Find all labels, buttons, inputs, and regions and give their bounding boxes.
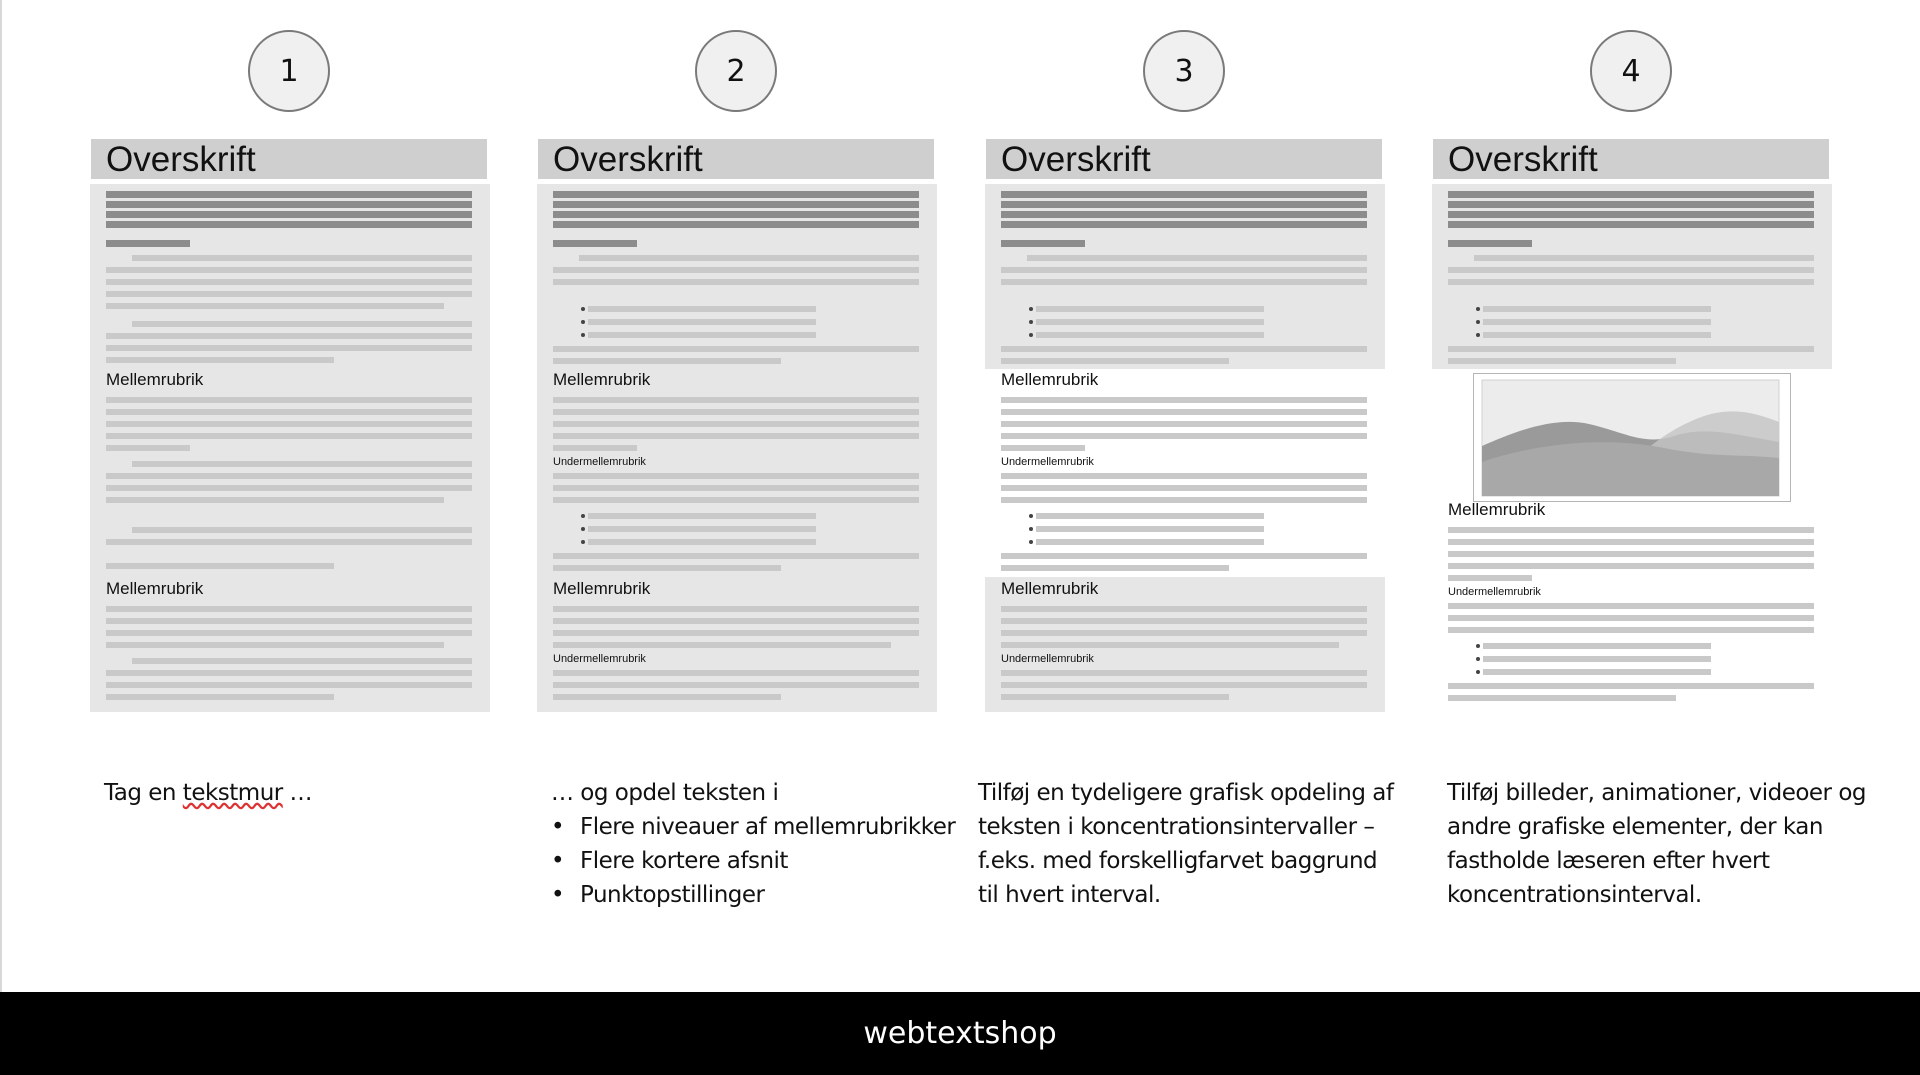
caption-3-line: til hvert interval. xyxy=(978,882,1161,908)
sub-subheading-1: Undermellemrubrik xyxy=(1448,586,1541,598)
caption-1-word: tekstmur xyxy=(182,780,283,806)
caption-2-bullet: • Flere niveauer af mellemrubrikker xyxy=(551,810,955,844)
sub-subheading-1: Undermellemrubrik xyxy=(1001,456,1094,468)
sub-subheading-2: Undermellemrubrik xyxy=(1001,653,1094,665)
caption-4-line: Tilføj billeder, animationer, videoer og xyxy=(1447,780,1866,806)
caption-3-line: teksten i koncentrationsintervaller – xyxy=(978,814,1375,840)
page-heading: Overskrift xyxy=(1433,139,1829,179)
page-heading: Overskrift xyxy=(538,139,934,179)
page-heading: Overskrift xyxy=(91,139,487,179)
caption-2 xyxy=(551,776,955,912)
step-number-2: 2 xyxy=(695,30,777,112)
step-number-3: 3 xyxy=(1143,30,1225,112)
sub-subheading-2: Undermellemrubrik xyxy=(553,653,646,665)
step-number-1: 1 xyxy=(248,30,330,112)
page-heading: Overskrift xyxy=(986,139,1382,179)
caption-1-post: … xyxy=(282,780,313,806)
caption-2-bullet: • Flere kortere afsnit xyxy=(551,844,955,878)
step-number-4: 4 xyxy=(1590,30,1672,112)
page-mockup-3 xyxy=(985,139,1385,712)
caption-4 xyxy=(1447,776,1866,912)
caption-4-line: andre grafiske elementer, der kan xyxy=(1447,814,1823,840)
subheading-1: Mellemrubrik xyxy=(553,370,651,389)
subheading-1: Mellemrubrik xyxy=(1001,370,1099,389)
slide-left-edge xyxy=(0,0,2,992)
footer-bar xyxy=(0,992,1920,1075)
sub-subheading-1: Undermellemrubrik xyxy=(553,456,646,468)
caption-1-pre: Tag en xyxy=(104,780,183,806)
subheading-2: Mellemrubrik xyxy=(1001,579,1099,598)
caption-2-intro: … og opdel teksten i xyxy=(551,780,779,806)
brand-wordmark: webtextshop xyxy=(863,1016,1057,1051)
page-mockup-4 xyxy=(1432,139,1832,712)
caption-3 xyxy=(978,776,1393,912)
caption-3-line: f.eks. med forskelligfarvet baggrund xyxy=(978,848,1378,874)
subheading-2: Mellemrubrik xyxy=(106,579,204,598)
caption-4-line: koncentrationsinterval. xyxy=(1447,882,1702,908)
page-mockup-2 xyxy=(537,139,937,712)
caption-3-line: Tilføj en tydeligere grafisk opdeling af xyxy=(978,780,1394,806)
subheading-1: Mellemrubrik xyxy=(1448,500,1546,519)
landscape-image-icon xyxy=(1474,374,1790,501)
image-placeholder xyxy=(1473,373,1791,502)
caption-2-list xyxy=(551,810,955,912)
page-mockup-1 xyxy=(90,139,490,712)
caption-4-line: fastholde læseren efter hvert xyxy=(1447,848,1770,874)
caption-1 xyxy=(104,776,312,810)
subheading-2: Mellemrubrik xyxy=(553,579,651,598)
subheading-1: Mellemrubrik xyxy=(106,370,204,389)
caption-2-bullet: • Punktopstillinger xyxy=(551,878,955,912)
